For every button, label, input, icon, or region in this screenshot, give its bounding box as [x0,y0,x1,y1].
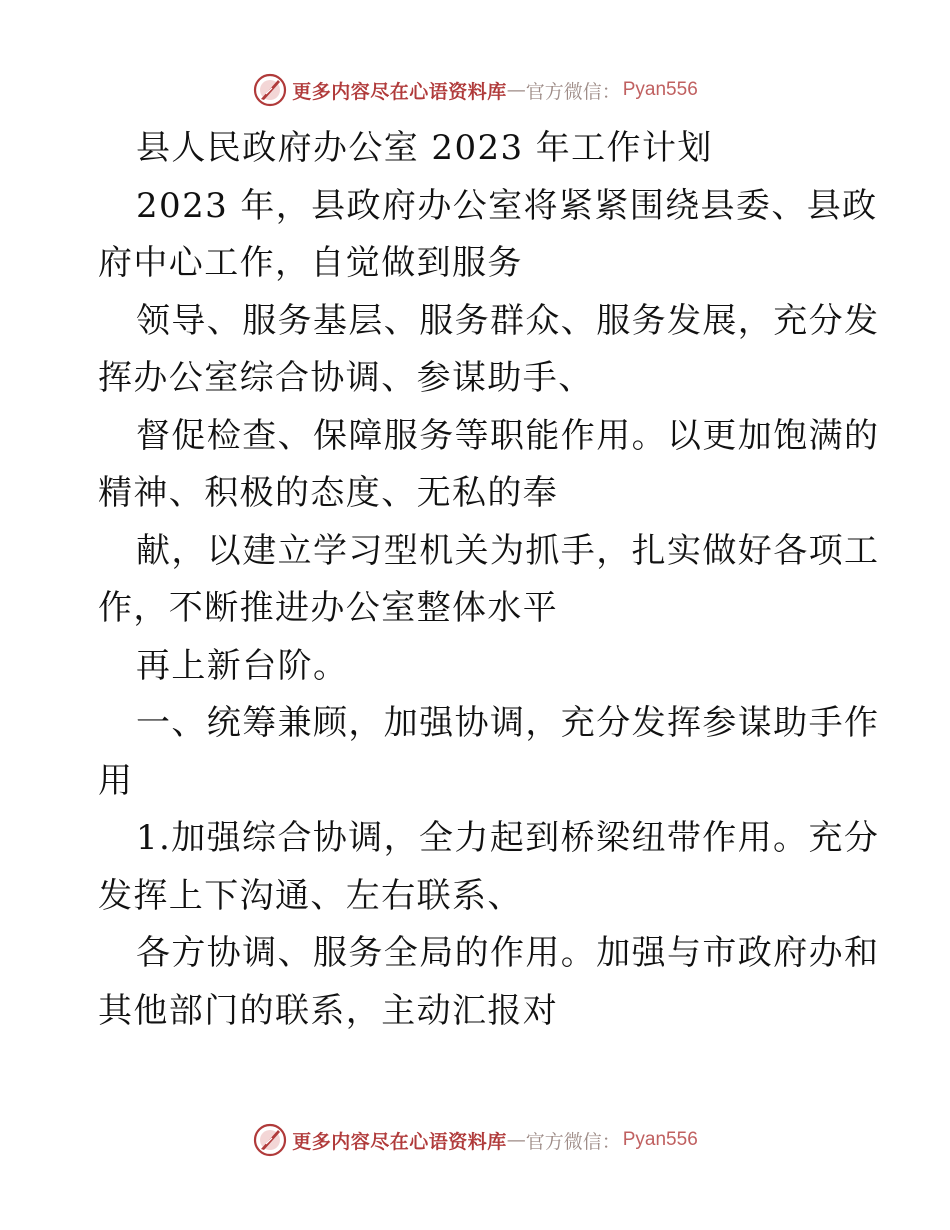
footer-banner-title: 更多内容尽在心语资料库 [292,1130,507,1153]
body-line: 发挥上下沟通、左右联系、 [98,875,523,916]
document-body [98,120,880,1040]
body-line: 2023 年，县政府办公室将紧紧围绕县委、县政 [136,185,878,226]
quill-pen-logo-icon [252,72,288,108]
body-line: 作，不断推进办公室整体水平 [98,588,559,628]
body-line: 府中心工作，自觉做到服务 [98,243,523,283]
header-banner-title: 更多内容尽在心语资料库 [292,80,507,103]
header-banner-wechat-id: Pyan556 [622,79,698,100]
header-banner-wechat-label: 官方微信： [525,80,621,103]
section-heading: 一、统筹兼顾，加强协调，充分发挥参谋助手作 [136,703,880,743]
subsection-heading: 1.加强综合协调，全力起到桥梁纽带作用。充分 [136,818,880,858]
footer-banner-dash: — [506,1129,526,1151]
body-line: 精神、积极的态度、无私的奉 [98,473,559,513]
body-line: 领导、服务基层、服务群众、服务发展，充分发 [136,300,880,341]
footer-banner-wechat-id: Pyan556 [622,1129,698,1150]
footer-banner [0,1120,950,1160]
body-line: 挥办公室综合协调、参谋助手、 [98,358,594,398]
body-line: 其他部门的联系，主动汇报对 [98,990,559,1031]
footer-banner-wechat-label: 官方微信： [525,1130,621,1153]
body-line: 各方协调、服务全局的作用。加强与市政府办和 [136,933,880,973]
section-heading-continuation: 用 [98,760,134,801]
header-banner-dash: — [506,79,526,101]
body-line: 再上新台阶。 [136,645,349,686]
document-title: 县人民政府办公室 2023 年工作计划 [136,128,713,168]
header-banner [0,70,950,110]
body-line: 献，以建立学习型机关为抓手，扎实做好各项工 [136,530,880,571]
body-line: 督促检查、保障服务等职能作用。以更加饱满的 [136,415,880,456]
quill-pen-logo-icon [252,1122,288,1158]
